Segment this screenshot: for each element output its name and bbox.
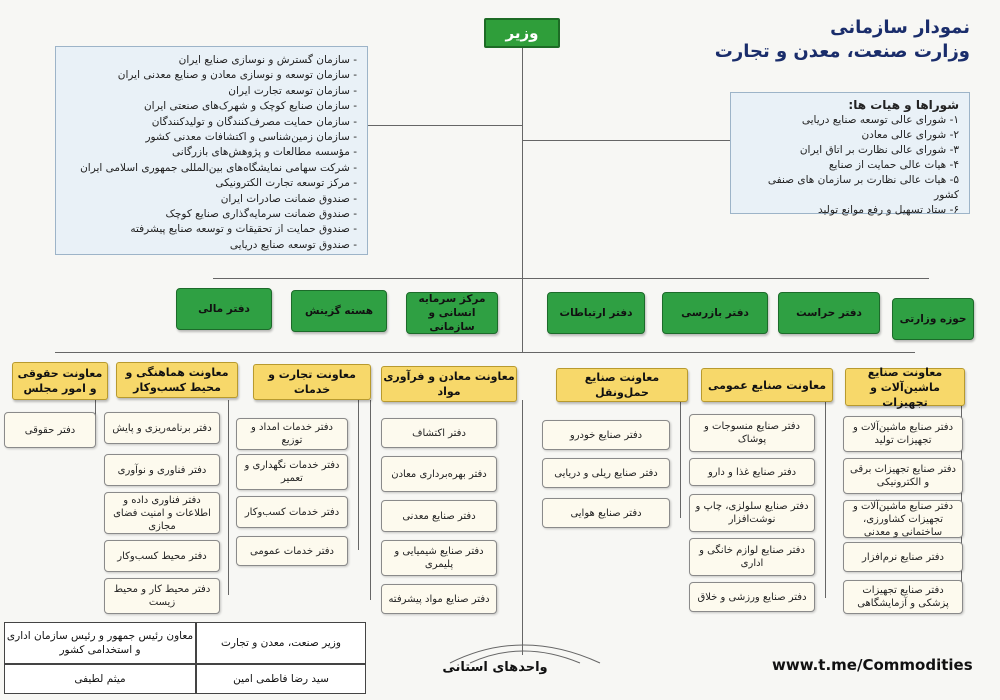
office-box: دفتر حقوقی: [4, 412, 96, 448]
title-line-1: نمودار سازمانی: [830, 17, 970, 38]
deputy-mines: معاونت معادن و فرآوری مواد: [381, 366, 517, 402]
staff-unit-inspection: دفتر بازرسی: [662, 292, 768, 334]
signature-vp-role: معاون رئیس جمهور و رئیس سازمان اداری و استخدامی کشور: [4, 622, 196, 664]
deputy-general-industries: معاونت صنایع عمومی: [701, 368, 833, 402]
signature-minister-name: سید رضا فاطمی امین: [196, 664, 366, 694]
office-box: دفتر فناوری و نوآوری: [104, 454, 220, 486]
connector-line: [825, 400, 826, 598]
council-item: ۴- هیات عالی حمایت از صنایع: [828, 159, 959, 171]
connector-line: [522, 288, 523, 352]
office-box: دفتر صنایع تجهیزات پزشکی و آزمایشگاهی: [843, 580, 963, 614]
office-box: دفتر صنایع خودرو: [542, 420, 670, 450]
connector-line: [368, 125, 522, 126]
office-box: دفتر صنایع ماشین‌آلات و تجهیزات کشاورزی، ساختمانی و معدنی: [843, 500, 963, 538]
telegram-link[interactable]: www.t.me/Commodities: [772, 656, 973, 674]
councils-box: [730, 92, 970, 214]
signature-minister-role: وزیر صنعت، معدن و تجارت: [196, 622, 366, 664]
deputy-machinery: معاونت صنایع ماشین‌آلات و تجهیزات: [845, 368, 965, 406]
agency-item: - سازمان توسعه تجارت ایران: [228, 84, 357, 97]
title-line-2: وزارت صنعت، معدن و تجارت: [714, 41, 970, 62]
council-item: ۳- شورای عالی نظارت بر اتاق ایران: [799, 144, 959, 156]
office-box: دفتر صنایع هوایی: [542, 498, 670, 528]
office-box: دفتر صنایع لوازم خانگی و اداری: [689, 538, 815, 576]
deputy-transport: معاونت صنایع حمل‌ونقل: [556, 368, 688, 402]
chart-title: [640, 16, 970, 64]
connector-line: [55, 352, 915, 353]
affiliated-agencies-list: [55, 46, 368, 255]
connector-line: [522, 48, 523, 288]
agency-item: - سازمان گسترش و نوسازی صنایع ایران: [178, 54, 357, 66]
agency-item: - صندوق توسعه صنایع دریایی: [229, 238, 357, 251]
deputy-legal: معاونت حقوقی و امور مجلس: [12, 362, 108, 400]
staff-unit-communications: دفتر ارتباطات: [547, 292, 645, 334]
office-box: دفتر صنایع مواد پیشرفته: [381, 584, 497, 614]
connector-line: [213, 278, 929, 279]
council-item: ۶- ستاد تسهیل و رفع موانع تولید: [818, 204, 959, 216]
office-box: دفتر صنایع تجهیزات برقی و الکترونیکی: [843, 458, 963, 494]
minister-box: وزیر: [484, 18, 560, 48]
office-box: دفتر صنایع ریلی و دریایی: [542, 458, 670, 488]
connector-line: [228, 400, 229, 595]
agency-item: - صندوق حمایت از تحقیقات و توسعه صنایع پیشرفته: [130, 223, 357, 236]
agency-item: - سازمان حمایت مصرف‌کنندگان و تولیدکنندگان: [151, 115, 357, 128]
office-box: دفتر محیط کار و محیط زیست: [104, 578, 220, 614]
office-box: دفتر خدمات نگهداری و تعمیر: [236, 454, 348, 490]
deputy-coordination: معاونت هماهنگی و محیط کسب‌وکار: [116, 362, 238, 398]
office-box: دفتر صنایع ورزشی و خلاق: [689, 582, 815, 612]
connector-line: [522, 140, 730, 141]
office-box: دفتر فناوری داده و اطلاعات و امنیت فضای مجازی: [104, 492, 220, 534]
office-box: دفتر صنایع ماشین‌آلات و تجهیزات تولید: [843, 416, 963, 452]
agency-item: - سازمان زمین‌شناسی و اکتشافات معدنی کشور: [145, 131, 357, 144]
agency-item: - سازمان صنایع کوچک و شهرک‌های صنعتی ایران: [143, 100, 357, 113]
council-item: ۲- شورای عالی معادن: [861, 129, 959, 141]
agency-item: - صندوق ضمانت صادرات ایران: [220, 192, 357, 205]
office-box: دفتر محیط کسب‌وکار: [104, 540, 220, 572]
staff-unit-security: دفتر حراست: [778, 292, 880, 334]
connector-line: [370, 400, 371, 600]
provincial-units-label: واحدهای استانی: [442, 660, 548, 675]
staff-unit-finance: دفتر مالی: [176, 288, 272, 330]
office-box: دفتر صنایع شیمیایی و پلیمری: [381, 540, 497, 576]
agency-item: - صندوق ضمانت سرمایه‌گذاری صنایع کوچک: [165, 208, 357, 221]
councils-heading: شوراها و هیات ها:: [848, 98, 959, 112]
deputy-trade-services: معاونت تجارت و خدمات: [253, 364, 371, 400]
office-box: دفتر خدمات عمومی: [236, 536, 348, 566]
council-item: ۵- هیات عالی نظارت بر سازمان های صنفی کشور: [767, 174, 959, 201]
office-box: دفتر صنایع غذا و دارو: [689, 458, 815, 486]
connector-line: [522, 400, 523, 655]
connector-line: [680, 400, 681, 518]
agency-item: - شرکت سهامی نمایشگاه‌های بین‌المللی جمهوری اسلامی ایران: [80, 161, 357, 174]
office-box: دفتر بهره‌برداری معادن: [381, 456, 497, 492]
office-box: دفتر اکتشاف: [381, 418, 497, 448]
agency-item: - سازمان توسعه و نوسازی معادن و صنایع معدنی ایران: [117, 69, 357, 82]
office-box: دفتر خدمات کسب‌وکار: [236, 496, 348, 528]
staff-unit-human-capital: مرکز سرمایه انسانی و سازمانی: [406, 292, 498, 334]
office-box: دفتر خدمات امداد و توزیع: [236, 418, 348, 450]
provincial-arcs: [440, 625, 610, 665]
office-box: دفتر صنایع معدنی: [381, 500, 497, 532]
office-box: دفتر صنایع سلولزی، چاپ و نوشت‌افزار: [689, 494, 815, 532]
connector-line: [358, 400, 359, 550]
agency-item: - مؤسسه مطالعات و پژوهش‌های بازرگانی: [172, 146, 357, 159]
office-box: دفتر صنایع منسوجات و پوشاک: [689, 414, 815, 452]
signature-vp-name: میثم لطیفی: [4, 664, 196, 694]
staff-unit-selection-core: هسته گزینش: [291, 290, 387, 332]
office-box: دفتر صنایع نرم‌افزار: [843, 542, 963, 572]
council-item: ۱- شورای عالی توسعه صنایع دریایی: [801, 114, 959, 126]
office-box: دفتر برنامه‌ریزی و پایش: [104, 412, 220, 444]
agency-item: - مرکز توسعه تجارت الکترونیکی: [215, 177, 357, 190]
staff-unit-minister-office: حوزه وزارتی: [892, 298, 974, 340]
